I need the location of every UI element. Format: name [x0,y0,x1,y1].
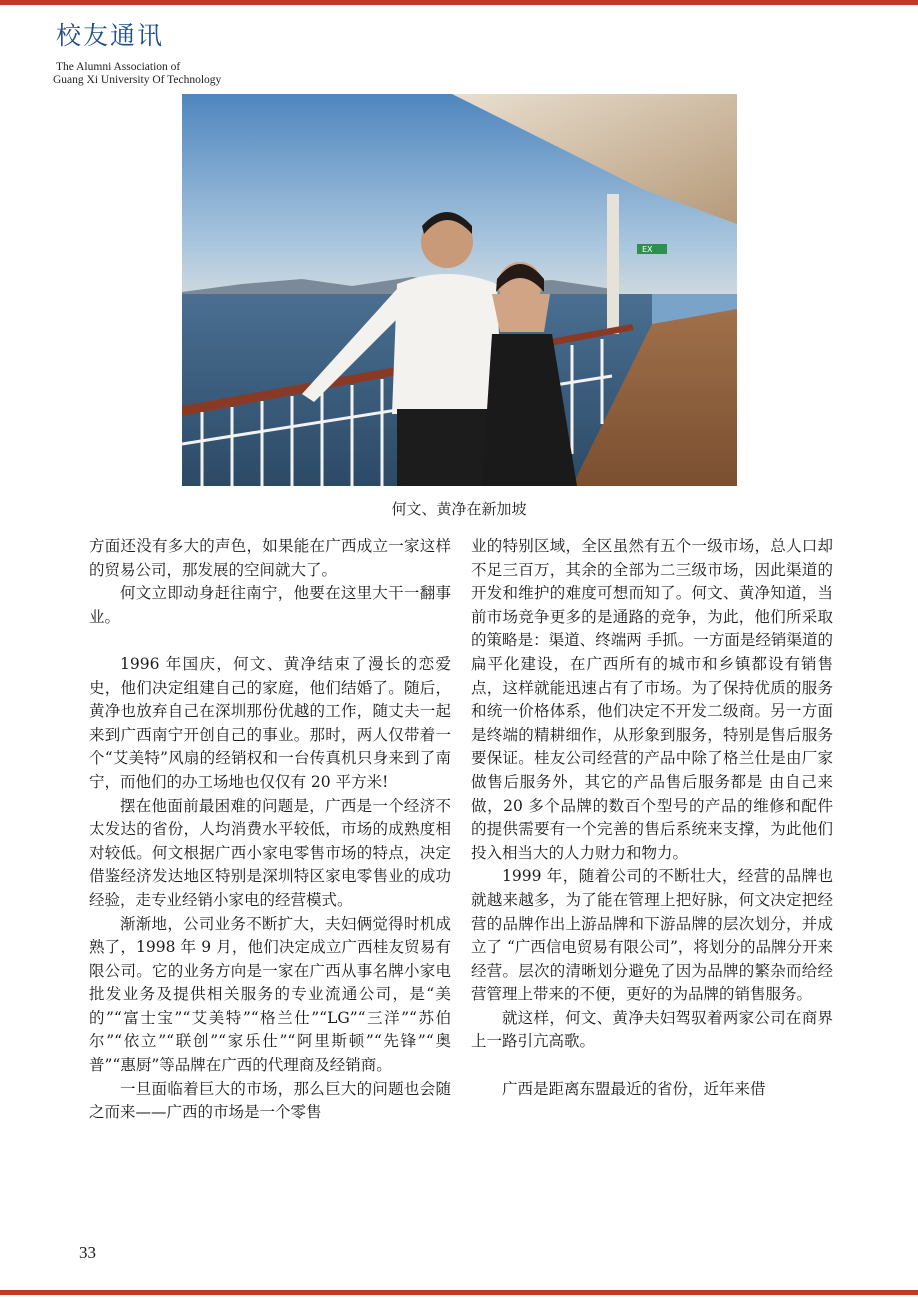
left-paragraph-3: 1996 年国庆，何文、黄净结束了漫长的恋爱史，他们决定组建自己的家庭，他们结婚了。随后，黄净也放弃自己在深圳那份优越的工作，随丈夫一起来到广西南宁开创自己的事业。那时，两人仅带着一个“艾美特”风扇的经销权和一台传真机只身来到了南宁，而他们的办工场地也仅仅有 20 平方米! [89,654,451,791]
top-red-rule [0,0,918,5]
left-paragraph-2: 何文立即动身赶往南宁，他要在这里大干一翻事业。 [89,584,451,626]
left-paragraph-6: 一旦面临着巨大的市场，那么巨大的问题也会随之而来——广西的市场是一个零售 [89,1079,451,1122]
right-column [471,535,833,1101]
left-column [89,535,451,1125]
exit-sign-text: EX [642,245,653,254]
bottom-red-rule [0,1290,918,1295]
subtitle-line-1: The Alumni Association of [56,61,181,73]
subtitle-line-2: Guang Xi University Of Technology [53,74,222,86]
right-paragraph-4: 广西是距离东盟最近的省份，近年来借 [502,1079,766,1098]
right-paragraph-3: 就这样，何文、黄净夫妇驾驭着两家公司在商界上一路引亢高歌。 [471,1008,833,1051]
cruise-deck-photo [182,94,737,486]
left-paragraph-1: 方面还没有多大的声色，如果能在广西成立一家这样的贸易公司，那发展的空间就大了。 [89,537,451,579]
left-paragraph-4: 摆在他面前最困难的问题是，广西是一个经济不太发达的省份，人均消费水平较低，市场的成熟度相对较低。何文根据广西小家电零售市场的特点，决定借鉴经济发达地区特别是深圳特区家电零售业的成功经验，走专业经销小家电的经营模式。 [89,796,451,909]
left-paragraph-5: 渐渐地，公司业务不断扩大，夫妇俩觉得时机成熟了，1998 年 9 月，他们决定成立广西桂友贸易有限公司。它的业务方向是一家在广西从事名牌小家电批发业务及提供相关服务的专业流通公司，是“美的”“富士宝”“艾美特”“格兰仕”“LG”“三洋”“苏伯尔”“依立”“联创”“家乐仕”“阿里斯顿”“先锋”“奥普”“惠厨”等品牌在广西的代理商及经销商。 [89,914,451,1075]
magazine-title: 校友通讯 [56,21,165,50]
right-paragraph-1: 业的特别区域，全区虽然有五个一级市场，总人口却不足三百万，其余的全部为二三级市场，因此渠道的开发和维护的难度可想而知了。何文、黄净知道，当前市场竞争更多的是通路的竞争，为此，他们所采取的策略是：渠道、终端两 手抓。一方面是经销渠道的扁平化建设，在广西所有的城市和乡镇都设有销售点，这样就能迅速占有了市场。为了保持优质的服务和统一价格体系，他们决定不开发二级商。另一方面是终端的精耕细作，从形象到服务，特别是售后服务要保证。桂友公司经营的产品中除了格兰仕是由厂家做售后服务外，其它的产品售后服务都是 由自己来做，20 多个品牌的数百个型号的产品的维修和配件的提供需要有一个完善的售后系统来支撑，为此他们投入相当大的人力财力和物力。 [471,537,833,862]
right-paragraph-2: 1999 年，随着公司的不断壮大，经营的品牌也就越来越多，为了能在管理上把好脉，何文决定把经营的品牌作出上游品牌和下游品牌的层次划分，并成立了 “广西信电贸易有限公司”，将划分的品牌分开来经营。层次的清晰划分避免了因为品牌的繁杂而给经营管理上带来的不便，更好的为品牌的销售服务。 [471,867,833,1004]
photo-illustration [182,94,737,486]
photo-caption: 何文、黄净在新加坡 [391,500,527,518]
page-number: 33 [79,1243,96,1262]
deck-pillar [607,194,619,334]
magazine-subtitle [53,61,222,87]
